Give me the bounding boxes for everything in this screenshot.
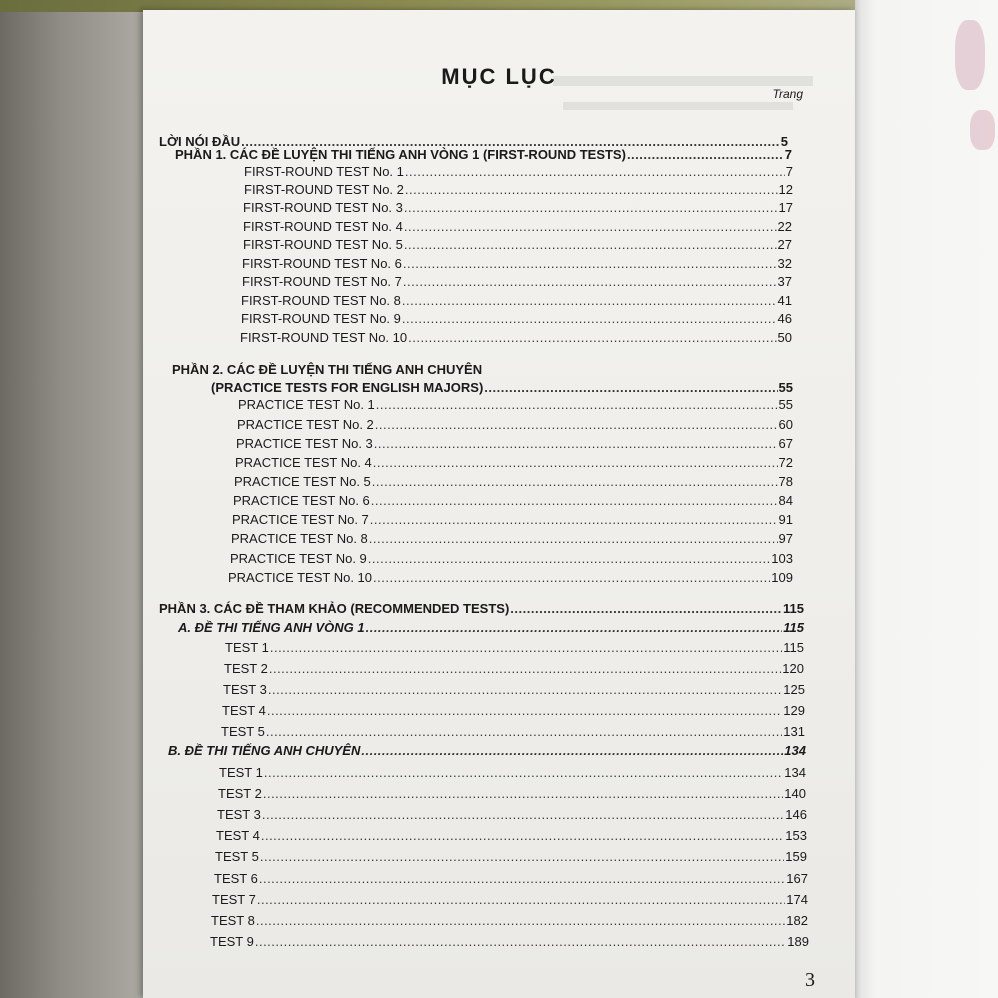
toc-entry-label: PHẦN 3. CÁC ĐỀ THAM KHẢO (RECOMMENDED TESTS) — [159, 601, 510, 616]
toc-entry[interactable] — [222, 702, 805, 719]
leader-dots — [256, 912, 785, 929]
toc-entry-page: 78 — [778, 474, 793, 489]
toc-entry-label: PRACTICE TEST No. 10 — [228, 570, 373, 585]
toc-entry-label: A. ĐỀ THI TIẾNG ANH VÒNG 1 — [178, 620, 365, 635]
toc-entry-label: TEST 1 — [219, 765, 263, 780]
leader-dots — [269, 660, 781, 677]
toc-entry-label: TEST 6 — [214, 871, 258, 886]
leader-dots — [259, 870, 785, 887]
toc-entry[interactable] — [212, 891, 808, 908]
page-column-label: Trang — [772, 87, 803, 101]
toc-entry-label: (PRACTICE TESTS FOR ENGLISH MAJORS) — [211, 380, 484, 395]
toc-entry-page: 125 — [783, 682, 805, 697]
toc-entry-page: 55 — [778, 397, 793, 412]
leader-dots — [404, 199, 778, 216]
toc-section-a-heading[interactable] — [178, 619, 804, 636]
toc-title: MỤC LỤC — [441, 64, 557, 89]
toc-entry[interactable] — [211, 912, 808, 929]
toc-entry[interactable] — [228, 569, 793, 586]
toc-part2-heading-line2[interactable] — [211, 379, 793, 396]
toc-entry-page: 7 — [784, 147, 792, 162]
toc-entry[interactable] — [214, 870, 808, 887]
toc-entry[interactable] — [210, 933, 809, 950]
toc-entry-page: 17 — [778, 200, 793, 215]
toc-entry-label: PRACTICE TEST No. 8 — [231, 531, 368, 546]
leader-dots — [370, 511, 778, 528]
leader-dots — [260, 848, 784, 865]
leader-dots — [510, 600, 782, 617]
toc-entry-page: 12 — [778, 182, 793, 197]
toc-entry-page: 146 — [785, 807, 807, 822]
toc-entry-label: PRACTICE TEST No. 7 — [232, 512, 369, 527]
toc-entry-label: FIRST-ROUND TEST No. 5 — [243, 237, 403, 252]
toc-entry-page: 84 — [778, 493, 793, 508]
leader-dots — [255, 933, 786, 950]
toc-entry-label: PRACTICE TEST No. 9 — [230, 551, 367, 566]
leader-dots — [257, 891, 785, 908]
leader-dots — [366, 619, 783, 636]
leader-dots — [402, 292, 777, 309]
leader-dots — [263, 785, 783, 802]
toc-entry[interactable] — [242, 273, 792, 290]
leader-dots — [361, 742, 783, 759]
toc-entry[interactable] — [242, 255, 792, 272]
toc-entry-label: LỜI NÓI ĐẦU — [159, 134, 241, 149]
toc-entry-page: 103 — [771, 551, 793, 566]
toc-entry[interactable] — [221, 723, 805, 740]
toc-entry-label: PHẦN 2. CÁC ĐỀ LUYỆN THI TIẾNG ANH CHUYÊN — [172, 362, 483, 377]
toc-entry-page: 174 — [786, 892, 808, 907]
toc-entry[interactable] — [237, 416, 793, 433]
book-page — [143, 10, 855, 998]
toc-part3-heading[interactable] — [159, 600, 804, 617]
leader-dots — [371, 492, 778, 509]
leader-dots — [261, 827, 784, 844]
toc-entry-page: 115 — [783, 640, 804, 655]
toc-entry-page: 32 — [777, 256, 792, 271]
leader-dots — [627, 146, 784, 163]
leader-dots — [402, 310, 777, 327]
toc-entry-page: 129 — [783, 703, 805, 718]
toc-entry-label: TEST 2 — [218, 786, 262, 801]
toc-entry[interactable] — [231, 530, 793, 547]
leader-dots — [268, 681, 782, 698]
leader-dots — [262, 806, 784, 823]
toc-entry[interactable] — [232, 511, 793, 528]
toc-entry[interactable] — [218, 785, 806, 802]
toc-entry-label: FIRST-ROUND TEST No. 4 — [243, 219, 403, 234]
toc-entry-page: 55 — [778, 380, 793, 395]
leader-dots — [266, 723, 782, 740]
toc-entry-page: 97 — [778, 531, 793, 546]
toc-entry-label: PRACTICE TEST No. 6 — [233, 493, 370, 508]
toc-entry[interactable] — [244, 163, 793, 180]
toc-entry-label: FIRST-ROUND TEST No. 7 — [242, 274, 402, 289]
leader-dots — [404, 218, 777, 235]
toc-entry-page: 46 — [777, 311, 792, 326]
toc-part1-heading[interactable] — [175, 146, 792, 163]
leader-dots — [408, 329, 776, 346]
toc-entry-page: 72 — [778, 455, 793, 470]
toc-entry-label: FIRST-ROUND TEST No. 2 — [244, 182, 404, 197]
toc-entry[interactable] — [243, 199, 793, 216]
toc-entry-page: 159 — [785, 849, 807, 864]
toc-entry[interactable] — [216, 827, 807, 844]
toc-entry[interactable] — [244, 181, 793, 198]
toc-entry-label: PRACTICE TEST No. 5 — [234, 474, 371, 489]
toc-entry-page: 7 — [785, 164, 793, 179]
toc-entry[interactable] — [243, 218, 792, 235]
toc-entry-label: TEST 7 — [212, 892, 256, 907]
toc-entry[interactable] — [233, 492, 793, 509]
toc-entry-label: FIRST-ROUND TEST No. 8 — [241, 293, 401, 308]
toc-entry-label: TEST 8 — [211, 913, 255, 928]
leader-dots — [403, 255, 777, 272]
toc-entry-page: 91 — [778, 512, 793, 527]
leader-dots — [373, 454, 778, 471]
toc-entry[interactable] — [240, 329, 792, 346]
toc-entry[interactable] — [215, 848, 807, 865]
toc-entry-page: 22 — [777, 219, 792, 234]
toc-entry-page: 67 — [778, 436, 793, 451]
background-smear — [970, 110, 995, 150]
toc-entry-page: 5 — [780, 134, 788, 149]
toc-entry-page: 115 — [783, 601, 804, 616]
toc-entry-page: 153 — [785, 828, 807, 843]
leader-dots — [369, 530, 778, 547]
leader-dots — [368, 550, 771, 567]
show-through-line — [563, 102, 793, 110]
leader-dots — [376, 396, 778, 413]
toc-entry-page: 167 — [786, 871, 808, 886]
toc-entry-label: FIRST-ROUND TEST No. 10 — [240, 330, 408, 345]
toc-entry-label: PRACTICE TEST No. 1 — [238, 397, 375, 412]
leader-dots — [372, 473, 778, 490]
toc-entry-label: TEST 2 — [224, 661, 268, 676]
toc-entry-label: TEST 1 — [225, 640, 269, 655]
toc-entry-page: 109 — [771, 570, 793, 585]
toc-entry-label: B. ĐỀ THI TIẾNG ANH CHUYÊN — [168, 743, 361, 758]
toc-entry-label: PRACTICE TEST No. 4 — [235, 455, 372, 470]
toc-entry-page: 37 — [777, 274, 792, 289]
toc-entry-page: 134 — [784, 743, 806, 758]
toc-entry[interactable] — [230, 550, 793, 567]
leader-dots — [374, 435, 778, 452]
toc-entry-label: FIRST-ROUND TEST No. 1 — [244, 164, 404, 179]
leader-dots — [484, 379, 777, 396]
leader-dots — [373, 569, 770, 586]
toc-entry[interactable] — [236, 435, 793, 452]
leader-dots — [270, 639, 782, 656]
toc-entry[interactable] — [219, 764, 806, 781]
toc-entry-label: TEST 9 — [210, 934, 254, 949]
toc-section-b-heading[interactable] — [168, 742, 806, 759]
toc-entry-page: 27 — [777, 237, 792, 252]
toc-entry-label: FIRST-ROUND TEST No. 3 — [243, 200, 403, 215]
toc-entry-page: 189 — [787, 934, 809, 949]
toc-entry[interactable] — [217, 806, 807, 823]
toc-entry-label: FIRST-ROUND TEST No. 9 — [241, 311, 401, 326]
toc-entry-label: TEST 5 — [215, 849, 259, 864]
toc-entry-page: 50 — [777, 330, 792, 345]
toc-entry-label: TEST 4 — [222, 703, 266, 718]
leader-dots — [264, 764, 783, 781]
toc-entry-page: 115 — [783, 620, 804, 635]
toc-entry-label: PRACTICE TEST No. 2 — [237, 417, 374, 432]
toc-entry-page: 120 — [782, 661, 804, 676]
toc-entry[interactable] — [241, 310, 792, 327]
toc-entry[interactable] — [241, 292, 792, 309]
toc-entry-label: PRACTICE TEST No. 3 — [236, 436, 373, 451]
leader-dots — [405, 163, 785, 180]
leader-dots — [404, 236, 777, 253]
toc-entry-label: TEST 5 — [221, 724, 265, 739]
toc-entry-label: TEST 3 — [217, 807, 261, 822]
toc-entry[interactable] — [235, 454, 793, 471]
toc-entry-label: FIRST-ROUND TEST No. 6 — [242, 256, 402, 271]
leader-dots — [267, 702, 782, 719]
toc-entry[interactable] — [224, 660, 804, 677]
toc-part2-heading-line1[interactable] — [172, 361, 792, 378]
toc-entry-page: 131 — [783, 724, 805, 739]
toc-entry-page: 41 — [777, 293, 792, 308]
toc-entry-label: TEST 3 — [223, 682, 267, 697]
page-edge-right — [855, 0, 998, 998]
toc-entry-page: 134 — [784, 765, 806, 780]
leader-dots — [403, 273, 777, 290]
toc-entry[interactable] — [223, 681, 805, 698]
toc-entry-page: 60 — [778, 417, 793, 432]
leader-dots — [405, 181, 778, 198]
toc-entry-label: PHẦN 1. CÁC ĐỀ LUYỆN THI TIẾNG ANH VÒNG 1 (FIRST-ROUND TESTS) — [175, 147, 626, 162]
leader-dots — [375, 416, 778, 433]
background-smear — [955, 20, 985, 90]
toc-entry-page: 182 — [786, 913, 808, 928]
toc-entry[interactable] — [243, 236, 792, 253]
toc-entry[interactable] — [238, 396, 793, 413]
toc-entry[interactable] — [225, 639, 804, 656]
toc-entry[interactable] — [234, 473, 793, 490]
toc-entry-label: TEST 4 — [216, 828, 260, 843]
toc-entry-page: 140 — [784, 786, 806, 801]
page-number: 3 — [805, 969, 815, 991]
